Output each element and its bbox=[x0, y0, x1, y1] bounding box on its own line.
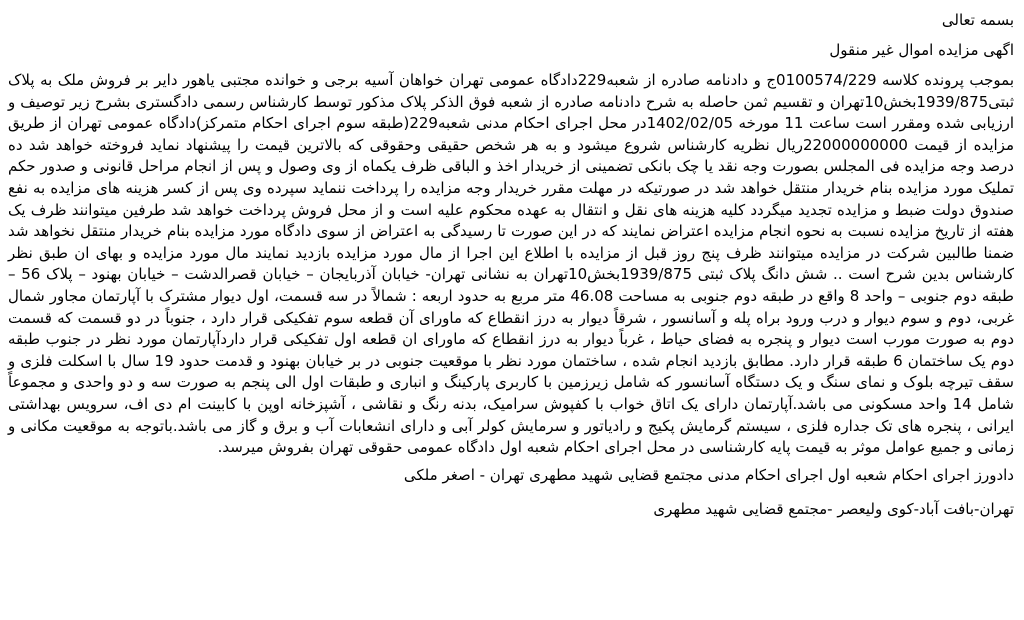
signature-line: دادورز اجرای احکام شعبه اول اجرای احکام مدنی مجتمع قضایی شهید مطهری تهران - اصغر ملکی bbox=[403, 465, 1014, 484]
salutation: بسمه تعالی bbox=[941, 11, 1014, 29]
auction-notice bbox=[8, 4, 1014, 616]
notice-body: بموجب پرونده کلاسه 0100574/229ج و دادنامه صادره از شعبه229دادگاه عمومی تهران خواهان آسیه برجی و خوانده مجتبی یاهور دایر بر فروش ملک به پلاک ثبتی1939/875بخش10تهران و تقسیم ثمن حاصله به شرح دادنامه صادره از شعبه فوق الذکر پلاک مذکور توسط کارشناس رسمی دادگستری بشرح زیر توصیف و ارزیابی شده ومقرر است ساعت 11 مورخه 1402/02/05در محل اجرای احکام مدنی شعبه229(طبقه سوم اجرای احکام متمرکز)دادگاه عمومی تهران از طریق مزایده از قیمت 22000000000ریال نظریه کارشناس شروع میشود و به هر شخص حقیقی وحقوقی که بالاترین قیمت را پیشنهاد نماید فروخته خواهد شد ده درصد وجه مزایده فی المجلس بصورت وجه نقد یا چک بانکی تضمینی از خریدار اخذ و الباقی ظرف یکماه از وی وصول و پس از انجام مراحل قانونی و صدور حکم تملیک مورد مزایده بنام خریدار منتقل خواهد شد در صورتیکه در مهلت مقرر خریدار وجه مزایده را پرداخت ننماید سپرده وی پس از کسر هزینه های مزایده به نفع صندوق دولت ضبط و مزایده تجدید میگردد کلیه هزینه های نقل و انتقال به عهده محکوم علیه است و از محل فروش پرداخت خواهد شد طرفین میتوانند ظرف یک هفته از تاریخ مزایده نسبت به نحوه انجام مزایده اعتراض نمایند که در این صورت تا رسیدگی به اعتراض از سوی دادگاه مورد مزایده بنام خریدار منتقل نخواهد شد ضمنا طالبین شرکت در مزایده میتوانند ظرف پنج روز قبل از مزایده با اطلاع این اجرا از مال مورد مزایده بازدید نمایند مال مورد مزایده و بهای ان طبق نظر کارشناس بدین شرح است .. شش دانگ پلاک ثبتی 1939/875بخش10تهران به نشانی تهران- خیابان آذربایجان – خیابان قصرالدشت – خیابان بهنود – پلاک 56 – طبقه دوم جنوبی – واحد 8 واقع در طبقه دوم جنوبی به مساحت 46.08 متر مربع به حدود اربعه : شمالاً در سه قسمت، اول دیوار مشترک با آپارتمان مجاور شمال غربی، دوم و سوم دیوار و درب ورود براه پله و آسانسور ، شرقاً دیوار به درز انقطاع که ماورای آن قطعه سوم تفکیکی قرار دارد ، جنوباً در دو قسمت که قسمت دوم به صورت مورب است دیوار و پنجره به فضای حیاط ، غرباً دیوار به درز انقطاع که ماورای ان قطعه اول تفکیکی قرار داردآپارتمان مورد نظر در جنوب طبقه دوم یک ساختمان 6 طبقه قرار دارد. مطابق بازدید انجام شده ، ساختمان مورد نظر با موقعیت جنوبی در بر خیابان بهنود و قدمت حدود 19 سال با اسکلت فلزی و سقف تیرچه بلوک و نمای سنگ و یک دستگاه آسانسور که شامل زیرزمین با کاربری پارکینگ و انباری و طبقات اول الی پنجم به صورت سه و دو واحدی و مجموعاً شامل 14 واحد مسکونی می باشد.آپارتمان دارای یک اتاق خواب با کفپوش سرامیک، بدنه رنگ و نقاشی ، آشپزخانه اوپن با کابینت ام دی اف، سرویس بهداشتی ایرانی ، پنجره های تک جداره فلزی ، سیستم گرمایش پکیج و رادیاتور و سرمایش کولر آبی و دارای انشعابات آب و برق و گاز می باشد.باتوجه به موقعیت مکانی و زمانی و جمیع عوامل موثر به قیمت پایه کارشناسی در محل اجرای احکام شعبه اول دادگاه عمومی حقوقی تهران بفروش میرسد. bbox=[8, 71, 1015, 457]
address-line: تهران-بافت آباد-کوی ولیعصر -مجتمع قضایی شهید مطهری bbox=[653, 499, 1014, 518]
notice-title: اگهی مزایده اموال غیر منقول bbox=[829, 41, 1014, 59]
